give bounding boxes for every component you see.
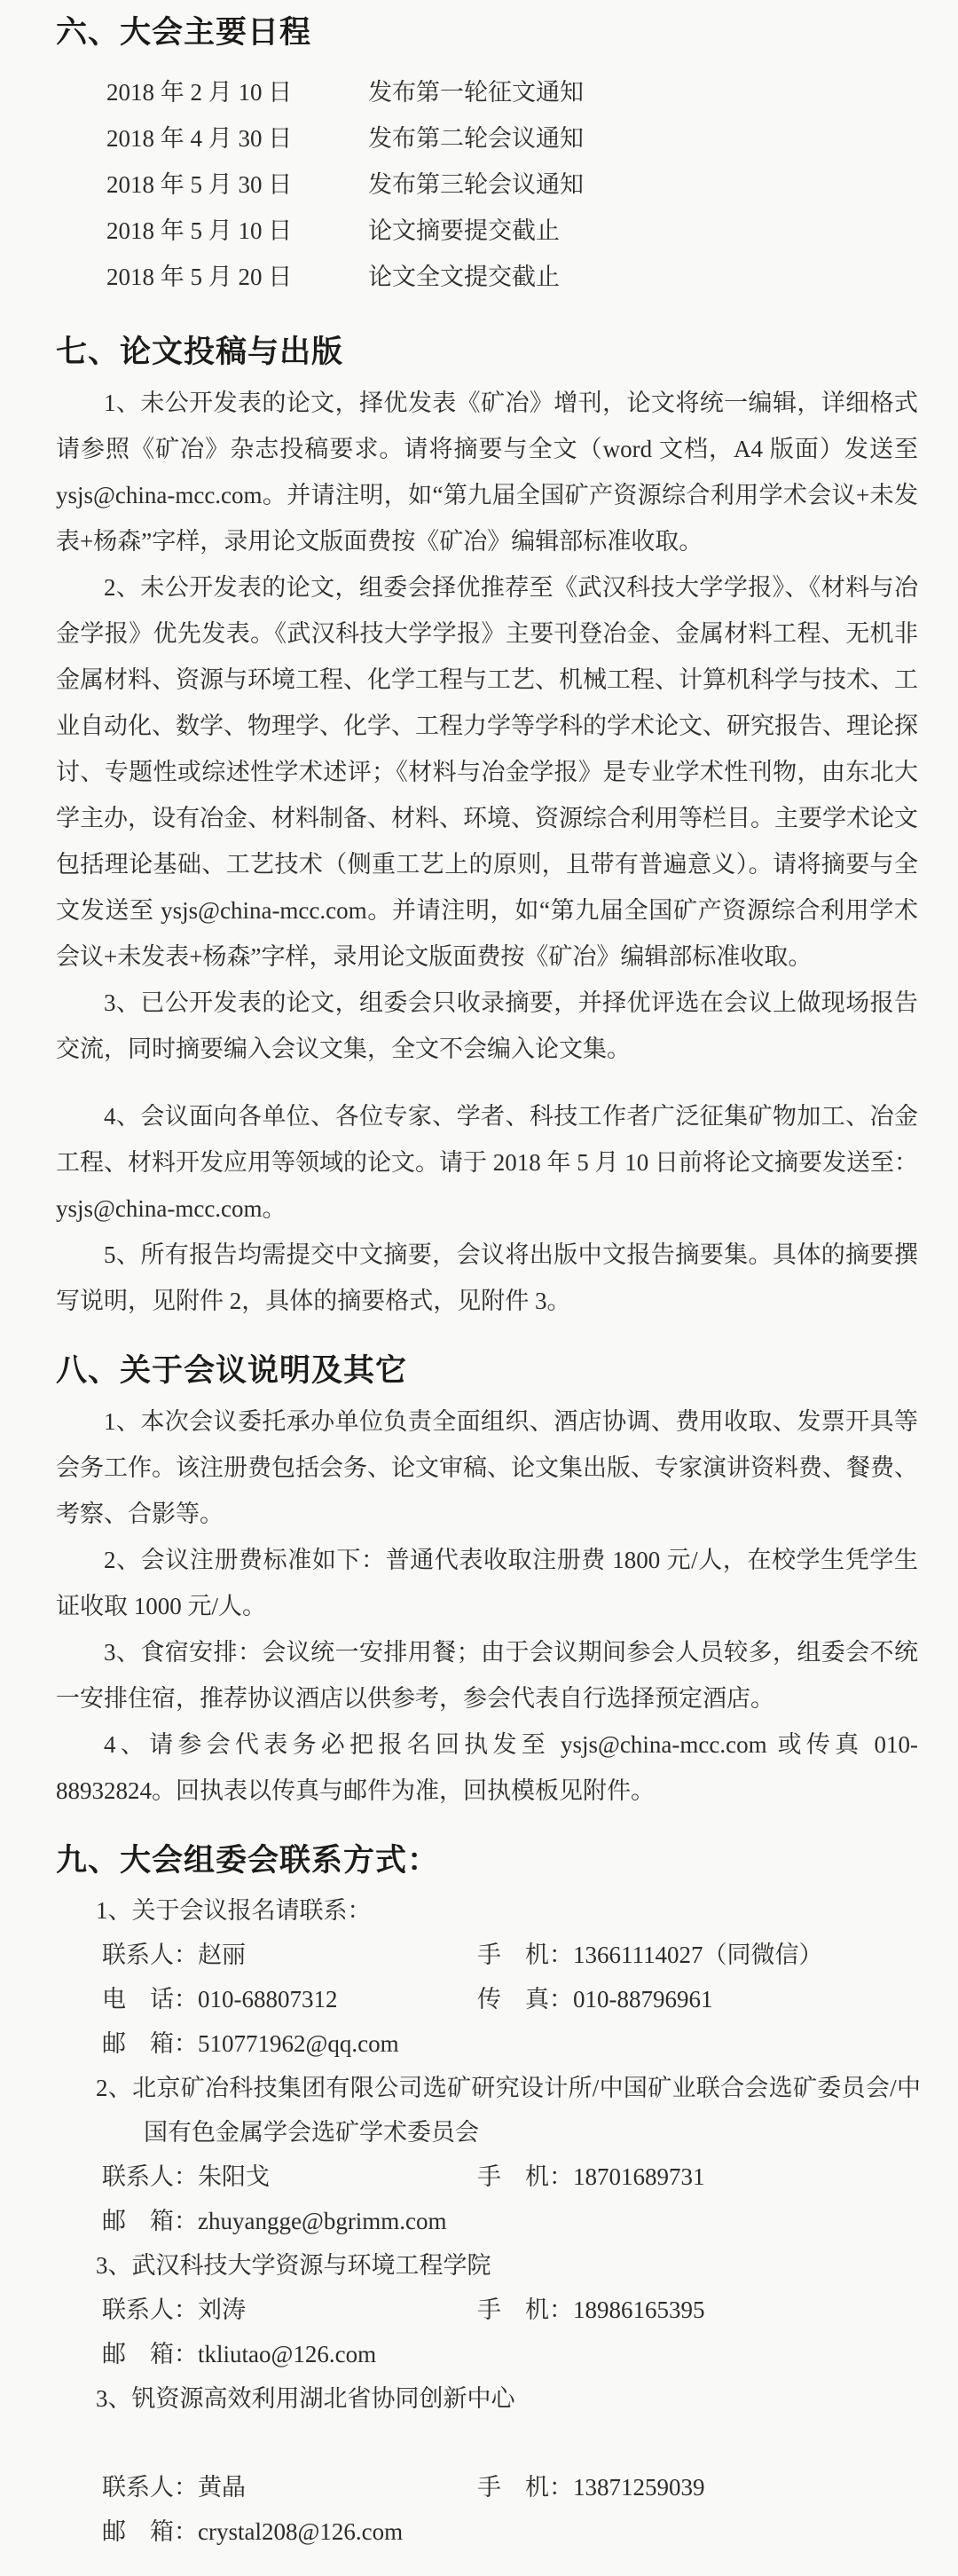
contact-row xyxy=(56,2332,918,2376)
contact-mobile: 手 机：13661114027（同微信） xyxy=(477,1942,823,1968)
contact-fax: 传 真：010-88796961 xyxy=(477,1986,713,2013)
contact-row xyxy=(56,2465,918,2509)
submission-paragraphs xyxy=(56,380,918,1324)
section-heading-schedule: 六、大会主要日程 xyxy=(56,15,312,50)
contact-person: 联系人：黄晶 xyxy=(102,2474,246,2501)
contact-org-line: 3、钒资源高效利用湖北省协同创新中心 xyxy=(96,2385,515,2412)
paragraph: 5、所有报告均需提交中文摘要，会议将出版中文报告摘要集。具体的摘要撰写说明，见附件 2，具体的摘要格式，见附件 3。 xyxy=(56,1241,918,1314)
contact-row xyxy=(56,2288,918,2332)
schedule-date: 2018 年 5 月 30 日 xyxy=(106,171,293,198)
paragraph: 2、会议注册费标准如下：普通代表收取注册费 1800 元/人，在校学生凭学生证收取 1000 元/人。 xyxy=(56,1547,918,1619)
paragraph: 1、本次会议委托承办单位负责全面组织、酒店协调、费用收取、发票开具等会务工作。该注册费包括会务、论文审稿、论文集出版、专家演讲资料费、餐费、考察、合影等。 xyxy=(56,1408,918,1527)
contact-row xyxy=(56,1933,918,1977)
section-heading-submission: 七、论文投稿与出版 xyxy=(56,335,344,369)
schedule-list xyxy=(56,69,918,300)
paragraph: 1、未公开发表的论文，择优发表《矿冶》增刊，论文将统一编辑，详细格式请参照《矿冶》杂志投稿要求。请将摘要与全文（word 文档，A4 版面）发送至 ysjs@china-mcc.com。并请注明，如“第九届全国矿产资源综合利用学术会议+未发表+杨森”字样，录用论文版面费按《矿冶》编辑部标准收取。 xyxy=(56,390,918,555)
section-contacts xyxy=(56,1840,921,2554)
section-heading-notes: 八、关于会议说明及其它 xyxy=(56,1353,408,1388)
schedule-row xyxy=(56,254,918,300)
section-heading-contacts: 九、大会组委会联系方式： xyxy=(56,1843,440,1878)
blank-gap xyxy=(56,2421,918,2465)
contact-row xyxy=(56,2021,918,2066)
schedule-row xyxy=(56,115,918,161)
schedule-date: 2018 年 4 月 30 日 xyxy=(106,125,293,152)
contact-row xyxy=(56,1977,918,2021)
contact-email: 邮 箱：crystal208@126.com xyxy=(102,2518,404,2545)
contact-org-line: 3、武汉科技大学资源与环境工程学院 xyxy=(96,2252,491,2279)
contact-person: 联系人：赵丽 xyxy=(102,1942,246,1968)
schedule-date: 2018 年 5 月 10 日 xyxy=(106,217,293,244)
contact-mobile: 手 机：18701689731 xyxy=(477,2163,705,2190)
contact-email: 邮 箱：zhuyangge@bgrimm.com xyxy=(102,2208,447,2234)
contact-row xyxy=(56,2155,918,2199)
contact-person: 联系人：朱阳戈 xyxy=(102,2163,270,2190)
contact-phone: 电 话：010-68807312 xyxy=(102,1986,338,2013)
contact-row xyxy=(56,2509,918,2554)
contact-email: 邮 箱：tkliutao@126.com xyxy=(102,2341,377,2367)
schedule-row xyxy=(56,69,918,115)
schedule-row xyxy=(56,161,918,208)
schedule-row xyxy=(56,208,918,254)
contact-email: 邮 箱：510771962@qq.com xyxy=(102,2030,399,2057)
schedule-event: 发布第二轮会议通知 xyxy=(368,125,584,152)
schedule-date: 2018 年 2 月 10 日 xyxy=(106,79,293,106)
contact-person: 联系人：刘涛 xyxy=(102,2296,246,2323)
section-paper-submission xyxy=(56,332,918,1324)
schedule-event: 发布第一轮征文通知 xyxy=(368,79,584,106)
paragraph: 3、食宿安排：会议统一安排用餐；由于会议期间参会人员较多，组委会不统一安排住宿，推荐协议酒店以供参考，参会代表自行选择预定酒店。 xyxy=(56,1639,918,1712)
section-main-schedule xyxy=(56,12,918,300)
paragraph: 4、请参会代表务必把报名回执发至 ysjs@china-mcc.com 或传真 010-88932824。回执表以传真与邮件为准，回执模板见附件。 xyxy=(56,1731,918,1804)
schedule-date: 2018 年 5 月 20 日 xyxy=(106,264,293,290)
paragraph: 2、未公开发表的论文，组委会择优推荐至《武汉科技大学学报》、《材料与冶金学报》优先发表。《武汉科技大学学报》主要刊登冶金、金属材料工程、无机非金属材料、资源与环境工程、化学工程与工艺、机械工程、计算机科学与技术、工业自动化、数学、物理学、化学、工程力学等学科的学术论文、研究报告、理论探讨、专题性或综述性学术述评；《材料与冶金学报》是专业学术性刊物，由东北大学主办，设有冶金、材料制备、材料、环境、资源综合利用等栏目。主要学术论文包括理论基础、工艺技术（侧重工艺上的原则，且带有普遍意义）。请将摘要与全文发送至 ysjs@china-mcc.com。并请注明，如“第九届全国矿产资源综合利用学术会议+未发表+杨森”字样，录用论文版面费按《矿冶》编辑部标准收取。 xyxy=(56,574,918,970)
contact-mobile: 手 机：13871259039 xyxy=(477,2474,705,2501)
schedule-event: 论文摘要提交截止 xyxy=(368,217,560,244)
contact-group-intro: 1、关于会议报名请联系： xyxy=(96,1897,372,1924)
notes-paragraphs xyxy=(56,1398,918,1814)
contact-lines xyxy=(56,1888,921,2554)
contact-org-line: 2、北京矿冶科技集团有限公司选矿研究设计所/中国矿业联合会选矿委员会/中国有色金属学会选矿学术委员会 xyxy=(96,2075,921,2146)
paragraph: 3、已公开发表的论文，组委会只收录摘要，并择优评选在会议上做现场报告交流，同时摘要编入会议文集，全文不会编入论文集。 xyxy=(56,989,918,1062)
schedule-event: 发布第三轮会议通知 xyxy=(368,171,584,198)
contact-row xyxy=(56,2199,918,2243)
section-meeting-notes xyxy=(56,1351,918,1814)
schedule-event: 论文全文提交截止 xyxy=(368,264,560,290)
paragraph: 4、会议面向各单位、各位专家、学者、科技工作者广泛征集矿物加工、冶金工程、材料开发应用等领域的论文。请于 2018 年 5 月 10 日前将论文摘要发送至：ysjs@china-mcc.com。 xyxy=(56,1103,918,1222)
contact-mobile: 手 机：18986165395 xyxy=(477,2296,705,2323)
